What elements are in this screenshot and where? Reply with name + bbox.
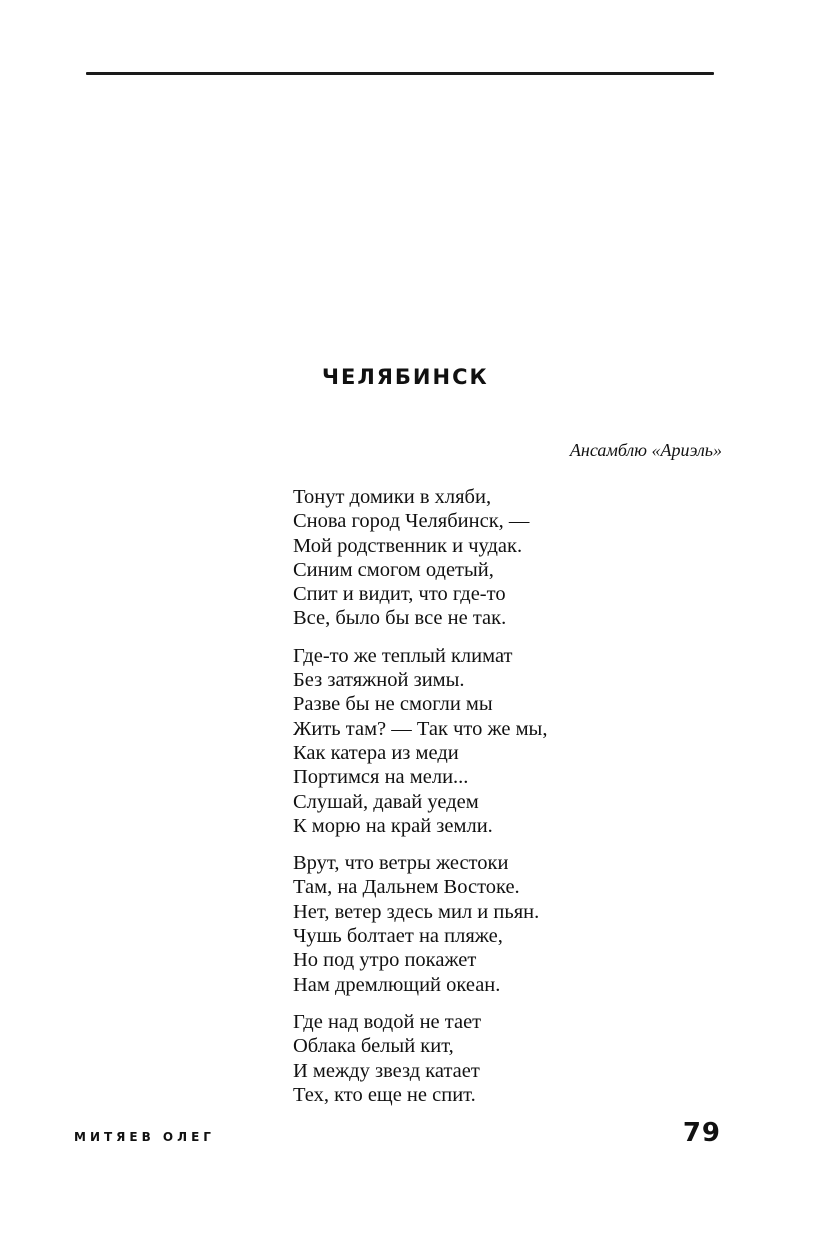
poem-title: ЧЕЛЯБИНСК: [322, 365, 489, 389]
poem-line: Как катера из меди: [293, 741, 459, 764]
poem-line: Жить там? — Так что же мы,: [293, 717, 548, 740]
poem-line: Слушай, давай уедем: [293, 790, 479, 813]
poem-line: Портимся на мели...: [293, 766, 469, 789]
poem-line: Где над водой не тает: [293, 1010, 482, 1033]
poem-line: Мой родственник и чудак.: [293, 534, 523, 557]
stanza: [293, 485, 547, 631]
poem-line: Где-то же теплый климат: [293, 644, 513, 667]
poem-body: [293, 485, 547, 1120]
poem-line: Облака белый кит,: [293, 1035, 454, 1058]
poem-line: Спит и видит, что где-то: [293, 583, 506, 606]
poem-line: Тех, кто еще не спит.: [293, 1083, 476, 1106]
poem-line: Без затяжной зимы.: [293, 669, 465, 692]
stanza: [293, 644, 547, 838]
stanza: [293, 1010, 547, 1107]
poem-line: Тонут домики в хляби,: [293, 486, 492, 508]
dedication: Ансамблю «Ариэль»: [569, 440, 722, 460]
poem-line: Синим смогом одетый,: [293, 558, 494, 581]
page-number: 79: [682, 1118, 721, 1148]
footer-author: МИТЯЕВ ОЛЕГ: [74, 1130, 215, 1144]
poem-line: К морю на край земли.: [293, 814, 493, 837]
poem-line: Снова город Челябинск, —: [293, 510, 530, 533]
poem-line: Нам дремлющий океан.: [293, 973, 501, 996]
poem-line: Нет, ветер здесь мил и пьян.: [293, 900, 540, 923]
poem-line: Там, на Дальнем Востоке.: [293, 876, 520, 899]
poem-line: Врут, что ветры жестоки: [293, 852, 509, 875]
poem-line: Чушь болтает на пляже,: [293, 925, 503, 948]
poem-line: Все, было бы все не так.: [293, 607, 507, 630]
top-rule: [86, 72, 714, 75]
poem-line: И между звезд катает: [293, 1059, 480, 1082]
poem-line: Но под утро покажет: [293, 949, 477, 972]
stanza: [293, 851, 547, 997]
poem-line: Разве бы не смогли мы: [293, 693, 493, 716]
